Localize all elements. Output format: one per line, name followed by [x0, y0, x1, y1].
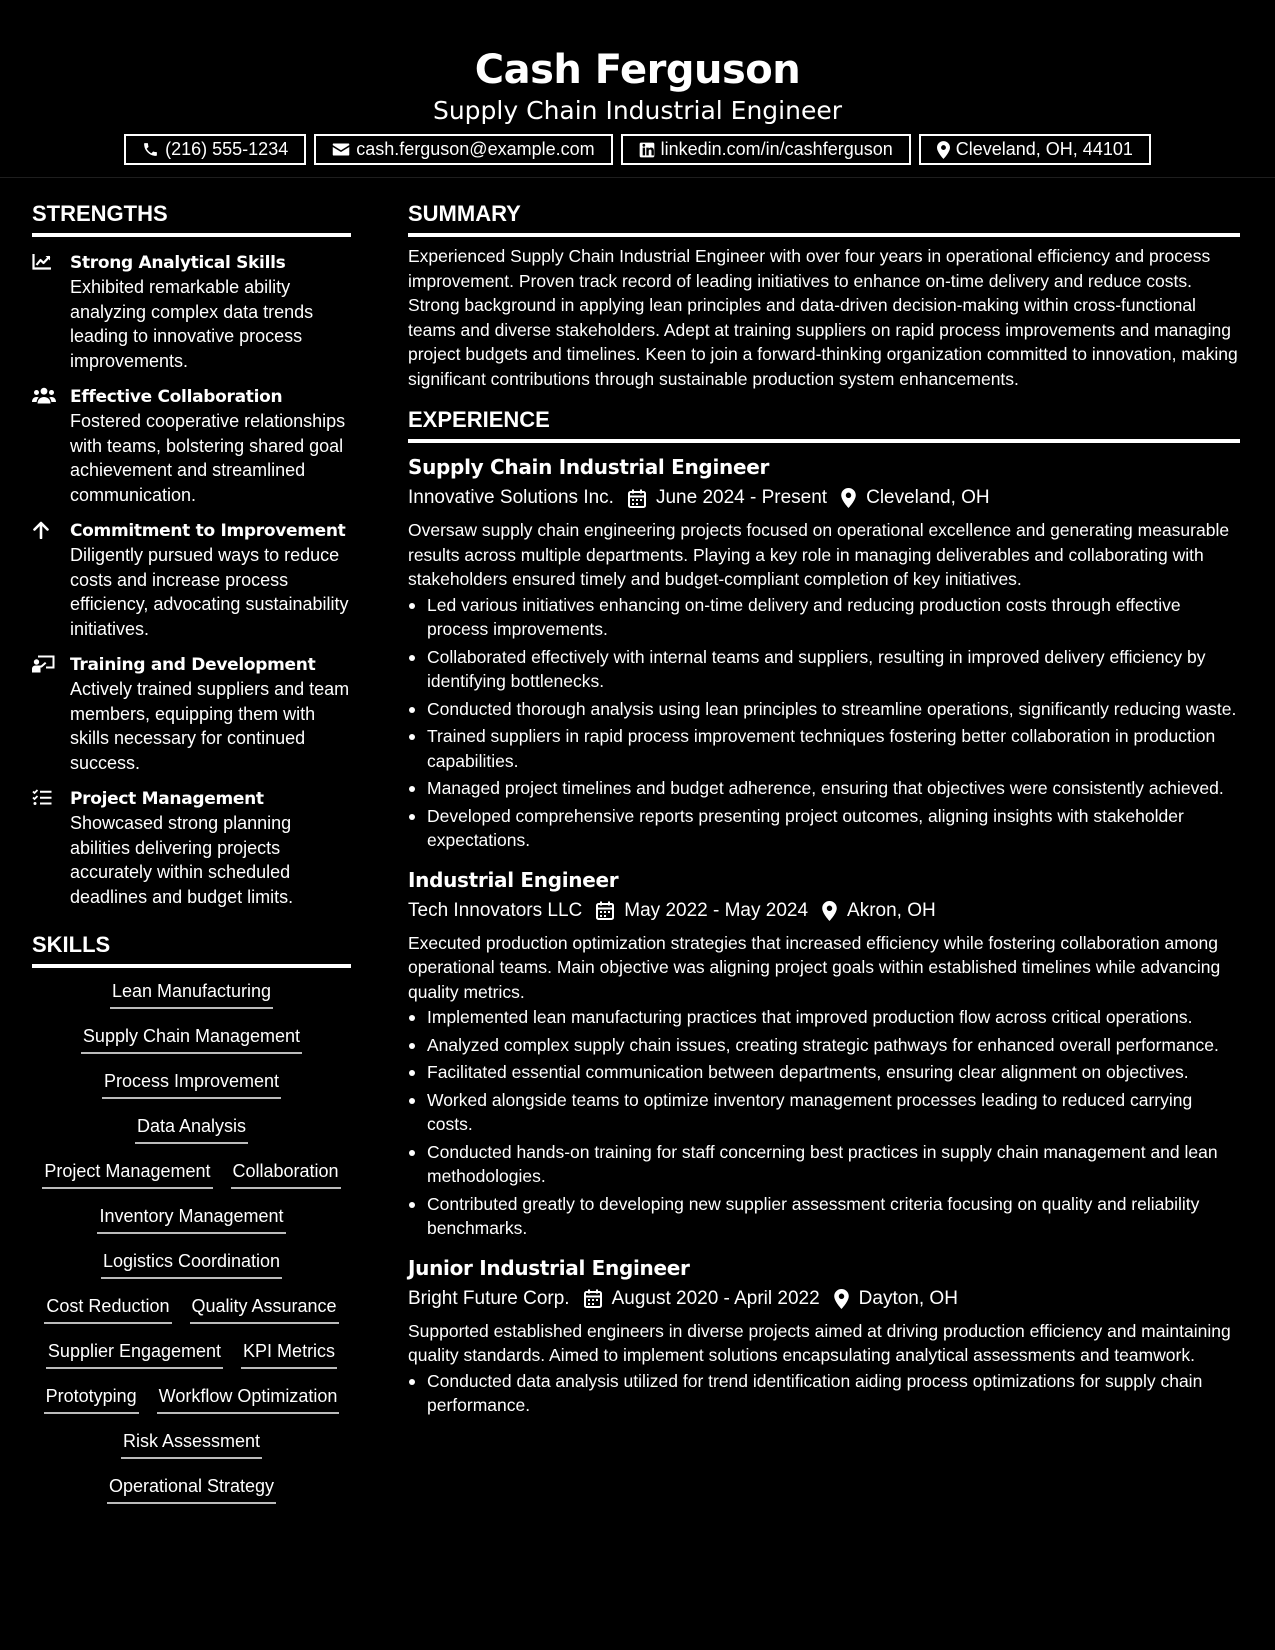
list-item: Trained suppliers in rapid process improvement techniques fostering better collaboration in production capabilities. [408, 724, 1240, 773]
skills-heading: SKILLS [32, 931, 351, 968]
strength-desc: Exhibited remarkable ability analyzing complex data trends leading to innovative process improvements. [70, 277, 314, 371]
strengths-heading: STRENGTHS [32, 200, 351, 237]
list-item: Contributed greatly to developing new supplier assessment criteria focusing on quality and reliability benchmarks. [408, 1192, 1240, 1241]
strength-item [32, 251, 351, 373]
list-item: Led various initiatives enhancing on-time delivery and reducing production costs through effective process improvements. [408, 593, 1240, 642]
candidate-title: Supply Chain Industrial Engineer [432, 96, 843, 125]
map-pin-icon [834, 1289, 849, 1309]
job-entry [408, 1252, 1240, 1418]
strengths-list [32, 251, 351, 909]
job-bullets [408, 1369, 1240, 1418]
job-location: Akron, OH [847, 899, 936, 921]
calendar-icon [628, 489, 646, 508]
envelope-icon [332, 142, 350, 157]
list-item: Conducted data analysis utilized for trend identification aiding process optimizations for supply chain performance. [408, 1369, 1240, 1418]
contact-linkedin-text: linkedin.com/in/cashferguson [660, 139, 893, 159]
skill-tag: Risk Assessment [121, 1429, 262, 1459]
job-company: Bright Future Corp. [408, 1287, 570, 1309]
skills-list [32, 979, 351, 1519]
job-dates: June 2024 - Present [655, 487, 828, 508]
job-company: Tech Innovators LLC [408, 899, 583, 921]
right-column [408, 200, 1240, 1421]
skill-tag: Inventory Management [97, 1204, 285, 1234]
skill-tag: Quality Assurance [190, 1294, 339, 1324]
strength-desc: Actively trained suppliers and team members, equipping them with skills necessary for continued success. [70, 679, 350, 773]
calendar-icon [596, 901, 614, 920]
job-meta [408, 896, 1240, 926]
list-item: Analyzed complex supply chain issues, creating strategic pathways for enhanced overall performance. [408, 1033, 1240, 1058]
strength-title: Commitment to Improvement [70, 521, 346, 541]
skill-tag: Project Management [42, 1159, 212, 1189]
skill-tag: Supply Chain Management [81, 1024, 302, 1054]
list-item: Collaborated effectively with internal teams and suppliers, resulting in improved delivery efficiency by identifying bottlenecks. [408, 645, 1240, 694]
strength-title: Strong Analytical Skills [70, 253, 286, 273]
list-item: Managed project timelines and budget adherence, ensuring that objectives were consistently achieved. [408, 776, 1240, 801]
tasks-list-icon [32, 789, 52, 806]
skill-tag: KPI Metrics [241, 1339, 337, 1369]
skill-tag: Workflow Optimization [157, 1384, 340, 1414]
resume-header [0, 0, 1275, 178]
strength-title: Training and Development [70, 655, 316, 675]
skill-tag: Logistics Coordination [101, 1249, 282, 1279]
job-location: Dayton, OH [858, 1287, 958, 1309]
job-dates: August 2020 - April 2022 [611, 1287, 820, 1309]
map-pin-icon [841, 488, 856, 508]
experience-heading: EXPERIENCE [408, 406, 1240, 443]
job-location: Cleveland, OH [866, 487, 990, 508]
job-company: Innovative Solutions Inc. [408, 487, 614, 508]
job-entry [408, 451, 1240, 853]
list-item: Implemented lean manufacturing practices that improved production flow across critical operations. [408, 1005, 1240, 1030]
list-item: Conducted hands-on training for staff concerning best practices in supply chain management and lean methodologies. [408, 1140, 1240, 1189]
strength-item [32, 653, 351, 775]
job-title: Supply Chain Industrial Engineer [408, 455, 770, 479]
map-pin-icon [937, 141, 950, 159]
skill-tag: Process Improvement [102, 1069, 281, 1099]
contact-location[interactable] [919, 134, 1151, 165]
skill-tag: Cost Reduction [44, 1294, 171, 1324]
chalkboard-teacher-icon [32, 655, 55, 673]
summary-heading: SUMMARY [408, 200, 1240, 237]
skill-tag: Data Analysis [135, 1114, 248, 1144]
job-description: Supported established engineers in diverse projects aimed at driving production efficiency and maintaining quality standards. Aimed to implement solutions encapsulating analytical assessments and teamwork. [408, 1320, 1231, 1365]
summary-text: Experienced Supply Chain Industrial Engineer with over four years in operational efficiency and process improvement. Proven track record of leading initiatives to enhance on-time delivery and reduce costs. Strong background in applying lean principles and data-driven decision-making within cross-functional teams and diverse stakeholders. Adept at training suppliers on rapid process improvements and managing project budgets and timelines. Keen to join a forward-thinking organization committed to innovation, making significant contributions through sustainable production system enhancements. [408, 246, 1238, 389]
contact-phone[interactable] [124, 134, 306, 165]
strength-item [32, 787, 351, 909]
list-item: Facilitated essential communication between departments, ensuring clear alignment on objectives. [408, 1060, 1240, 1085]
job-description: Executed production optimization strategies that increased efficiency while fostering collaboration among operational teams. Main objective was aligning project goals within established timelines while advancing quality metrics. [408, 932, 1221, 1002]
strength-desc: Fostered cooperative relationships with teams, bolstering shared goal achievement and streamlined communication. [70, 411, 346, 505]
phone-icon [142, 141, 159, 158]
map-pin-icon [822, 901, 837, 921]
skill-tag: Prototyping [44, 1384, 139, 1414]
contact-phone-text: (216) 555-1234 [165, 139, 289, 159]
skill-tag: Collaboration [231, 1159, 341, 1189]
line-chart-icon [32, 253, 52, 270]
list-item: Conducted thorough analysis using lean principles to streamline operations, significantly reducing waste. [408, 697, 1240, 722]
skill-tag: Lean Manufacturing [110, 979, 273, 1009]
list-item: Worked alongside teams to optimize inventory management processes leading to reduced carrying costs. [408, 1088, 1240, 1137]
arrow-up-icon [32, 521, 50, 539]
job-bullets [408, 1005, 1240, 1241]
linkedin-icon [639, 142, 655, 158]
contact-location-text: Cleveland, OH, 44101 [955, 139, 1133, 159]
contact-email[interactable] [314, 134, 612, 165]
job-meta [408, 483, 1240, 513]
contact-bar [0, 134, 1275, 165]
calendar-icon [584, 1289, 602, 1308]
job-dates: May 2022 - May 2024 [624, 899, 809, 921]
strength-desc: Diligently pursued ways to reduce costs and increase process efficiency, advocating sustainability initiatives. [70, 545, 349, 639]
strength-item [32, 385, 351, 507]
strength-title: Effective Collaboration [70, 387, 283, 407]
candidate-name: Cash Ferguson [474, 47, 801, 93]
contact-linkedin[interactable] [621, 134, 911, 165]
job-meta [408, 1284, 1240, 1314]
strength-item [32, 519, 351, 641]
job-entry [408, 864, 1240, 1241]
job-title: Industrial Engineer [408, 867, 619, 892]
skill-tag: Operational Strategy [107, 1474, 276, 1504]
job-bullets [408, 593, 1240, 853]
left-column [32, 200, 351, 1519]
strength-desc: Showcased strong planning abilities delivering projects accurately within scheduled deadlines and budget limits. [70, 813, 294, 907]
users-icon [32, 387, 56, 404]
strength-title: Project Management [70, 789, 264, 809]
skill-tag: Supplier Engagement [46, 1339, 223, 1369]
list-item: Developed comprehensive reports presenting project outcomes, aligning insights with stakeholder expectations. [408, 804, 1240, 853]
job-description: Oversaw supply chain engineering projects focused on operational excellence and generating measurable results across multiple departments. Playing a key role in managing deliverables and collaborating with stakeholders ensured timely and budget-compliant completion of key initiatives. [408, 520, 1230, 589]
job-title: Junior Industrial Engineer [408, 1255, 690, 1280]
contact-email-text: cash.ferguson@example.com [356, 139, 595, 159]
